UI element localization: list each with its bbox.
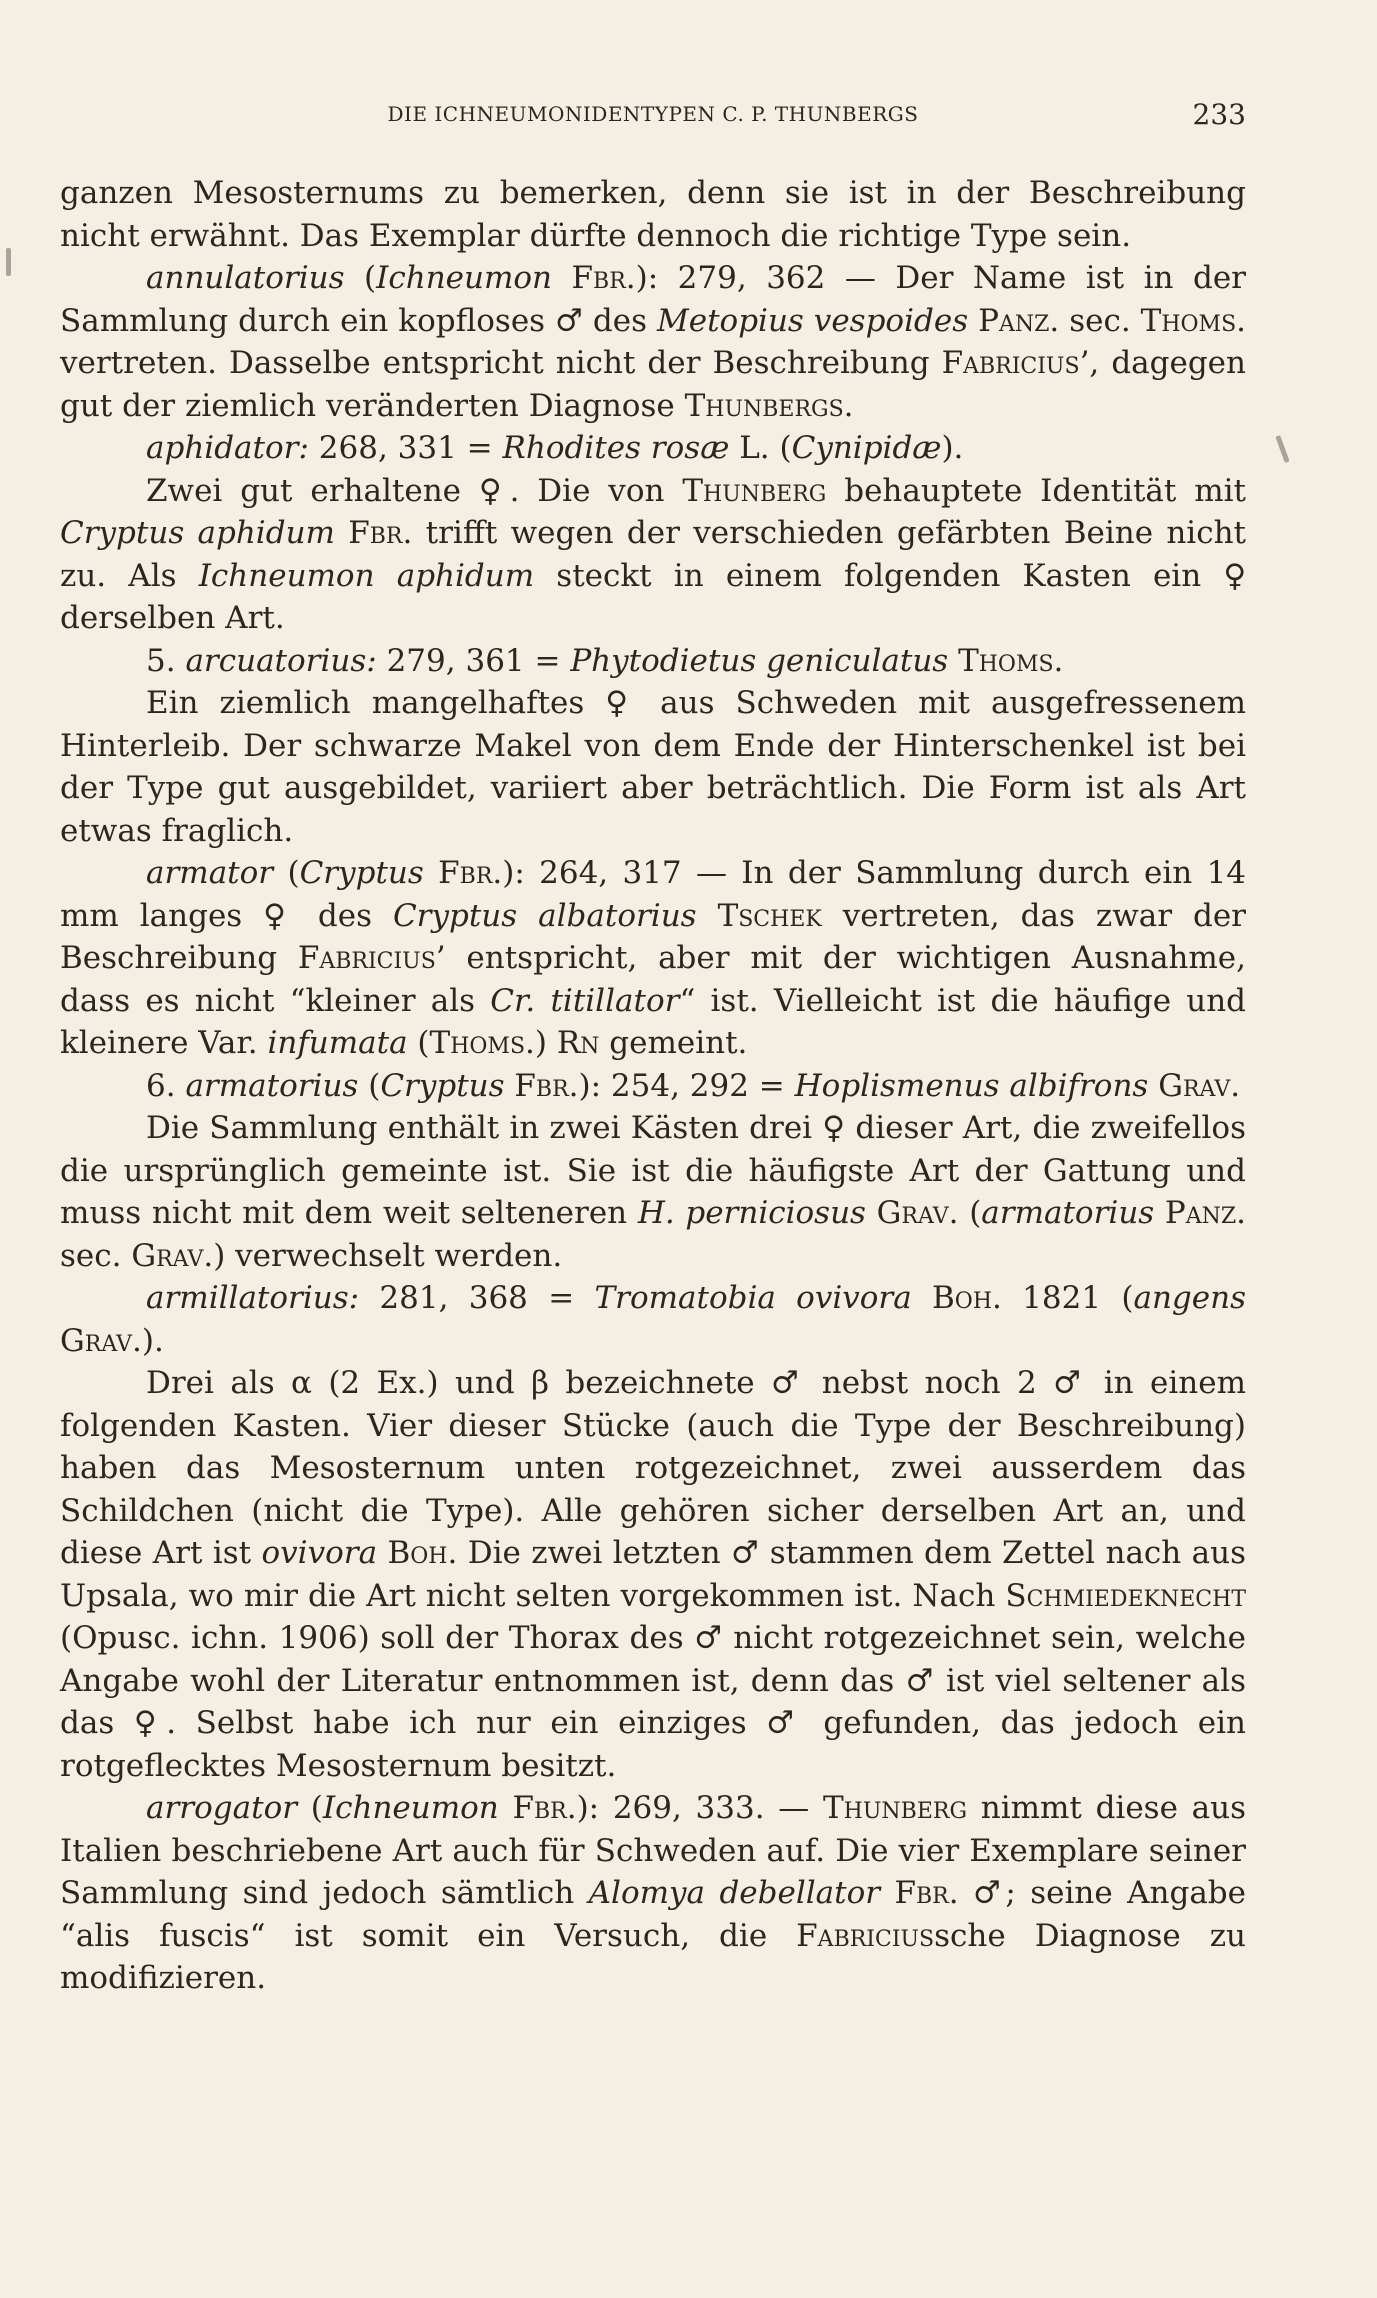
paragraph (60, 852, 1246, 1065)
italic-term: Cr. titillator (490, 982, 680, 1019)
text-run: 5. (146, 642, 186, 679)
text-run: (Opusc. ichn. 1906) soll der Thorax des ♂ nicht rotgezeichnet sein, welche Angabe wohl der Literatur entnommen ist, denn das ♂ ist viel seltener als das ♀. Selbst habe ich nur ein einziges ♂ gefunden, das jedoch ein rotgeflecktes Mesosternum besitzt. (60, 1620, 1246, 1784)
italic-term: annulatorius (146, 260, 345, 296)
author-name: Fbr. (512, 1790, 577, 1826)
text-run (880, 1875, 894, 1911)
author-name: Fbr. (894, 1875, 959, 1911)
text-run: ( (297, 1790, 323, 1826)
text-run: L. ( (729, 430, 792, 466)
author-name: Panz. (1164, 1195, 1247, 1231)
text-run (424, 855, 438, 891)
text-run: 281, 368 = (359, 1280, 595, 1316)
text-run: ’, dagegen gut der ziemlich veränderten Diagnose (60, 345, 1246, 424)
italic-term: Hoplismenus albifrons (794, 1067, 1149, 1104)
author-name: Fbr. (571, 260, 636, 296)
body-text (60, 172, 1246, 2000)
italic-term: armillatorius: (146, 1280, 360, 1316)
text-run: ganzen Mesosternums zu bemerken, denn sie ist in der Beschreibung nicht erwähnt. Das Exemplar dürfte dennoch die richtige Type sein. (60, 175, 1246, 254)
text-run: ): 254, 292 = (578, 1067, 795, 1104)
running-title: DIE ICHNEUMONIDENTYPEN C. P. THUNBERGS (387, 102, 919, 126)
paragraph (60, 257, 1246, 427)
italic-term: Ichneumon aphidum (198, 557, 535, 594)
italic-term: Cryptus albatorius (392, 897, 697, 934)
text-run: 279, 361 = (376, 642, 571, 679)
italic-term: infumata (267, 1025, 408, 1061)
text-run: vertreten, das zwar der Beschreibung (60, 897, 1246, 976)
italic-term: aphidator: (146, 430, 309, 466)
text-run: sec. (60, 1237, 132, 1274)
italic-term: Rhodites rosæ (502, 430, 730, 466)
text-run: sec. (1059, 302, 1141, 339)
text-run: behauptete Identität mit (826, 472, 1246, 509)
italic-term: angens (1133, 1280, 1246, 1316)
text-run: Drei als α (2 Ex.) und β bezeichnete ♂ nebst noch 2 ♂ in einem folgenden Kasten. Vier dieser Stücke (auch die Type der Beschreibung) haben das Mesosternum unten rotgezeichnet, zwei ausserdem das Schildchen (nicht die Type). Alle gehören sicher derselben Art an, und diese Art ist (60, 1365, 1246, 1571)
author-name: Rn (556, 1025, 600, 1061)
author-name: Tschek (717, 897, 822, 934)
author-name: Fabricius (796, 1917, 935, 1954)
text-run: ( (958, 1195, 982, 1231)
text-run: ( (344, 260, 377, 296)
italic-term: arcuatorius: (185, 642, 377, 679)
text-run: ( (407, 1025, 430, 1061)
text-run (505, 1068, 515, 1104)
author-name: Schmiedeknecht (1005, 1577, 1246, 1614)
italic-term: arrogator (146, 1790, 298, 1826)
italic-term: Tromatobia ovivora (594, 1280, 912, 1316)
italic-term: Cryptus (299, 855, 424, 891)
author-name: Thoms. (429, 1025, 535, 1061)
italic-term: Cryptus aphidum (60, 515, 335, 551)
margin-mark (6, 248, 11, 276)
text-run: ). (141, 1322, 164, 1359)
paragraph (60, 1277, 1246, 1362)
author-name: Grav. (1158, 1067, 1241, 1104)
text-run (948, 643, 958, 679)
author-name: Thoms. (958, 642, 1064, 679)
italic-term: Ichneumon (376, 260, 552, 296)
text-run: ): 279, 362 — Der Name ist in der Sammlung durch ein kopfloses ♂ des (60, 260, 1246, 339)
italic-term: armatorius (185, 1067, 359, 1104)
italic-term: Metopius vespoides (657, 302, 969, 339)
text-run (499, 1790, 513, 1826)
text-run: 6. (146, 1067, 186, 1104)
text-run (552, 260, 572, 296)
paragraph (60, 427, 1246, 470)
italic-term: H. perniciosus (637, 1195, 866, 1231)
paragraph (60, 1787, 1246, 2000)
text-run: sche Diagnose zu modifizieren. (60, 1917, 1246, 1996)
author-name: Boh. (387, 1535, 458, 1571)
text-run: steckt in einem folgenden Kasten ein ♀ derselben Art. (60, 557, 1246, 636)
text-run: Zwei gut erhaltene ♀. Die von (146, 472, 683, 509)
text-run (335, 515, 348, 551)
page-number: 233 (1192, 98, 1246, 131)
text-run: ’ entspricht, aber mit der wichtigen Ausnahme, dass es nicht “kleiner als (60, 940, 1246, 1019)
text-run (377, 1535, 387, 1571)
author-name: Boh. (932, 1280, 1002, 1316)
text-run: ) (534, 1025, 557, 1061)
text-run: vertreten. Dasselbe entspricht nicht der Beschreibung (60, 345, 942, 381)
author-name: Fbr. (348, 515, 413, 551)
author-name: Thunberg (682, 472, 827, 509)
text-run: “ ist. Vielleicht ist die häufige und kleinere Var. (60, 982, 1246, 1061)
author-name: Thoms. (1140, 302, 1247, 339)
text-run (1148, 1068, 1158, 1104)
text-run (912, 1280, 932, 1316)
author-name: Thunberg (823, 1790, 968, 1826)
text-run: ) verwechselt werden. (213, 1237, 563, 1274)
text-run: ♂; seine Angabe “alis fuscis“ ist somit ein Versuch, die (60, 1875, 1246, 1954)
author-name: Grav. (876, 1195, 959, 1231)
italic-term: Cryptus (380, 1067, 505, 1104)
text-run: ): 269, 333. — (576, 1790, 823, 1826)
text-run: ): 264, 317 — In der Sammlung durch ein 14 mm langes ♀ des (60, 855, 1247, 934)
author-name: Panz. (978, 302, 1060, 339)
text-run: ). (941, 430, 964, 466)
text-run: ( (358, 1067, 381, 1104)
text-run: . (843, 387, 854, 424)
text-run: Die zwei letzten ♂ stammen dem Zettel nach aus Upsala, wo mir die Art nicht selten vorgekommen ist. Nach (60, 1535, 1247, 1614)
italic-term: ovivora (261, 1535, 378, 1571)
author-name: Fabricius (297, 940, 436, 976)
text-run: 268, 331 = (308, 430, 503, 466)
text-run: 1821 ( (1001, 1280, 1134, 1316)
italic-term: armator (146, 855, 274, 891)
text-run: trifft wegen der verschieden gefärbten Beine nicht zu. Als (60, 515, 1246, 594)
text-run: Die Sammlung enthält in zwei Kästen drei ♀ dieser Art, die zweifellos die ursprünglich gemeinte ist. Sie ist die häufigste Art der Gattung und muss nicht mit dem weit selteneren (60, 1110, 1246, 1231)
paragraph (60, 172, 1246, 257)
author-name: Thunbergs (684, 387, 844, 424)
paragraph (60, 640, 1246, 683)
italic-term: Cynipidæ (791, 430, 942, 466)
paragraph (60, 1107, 1246, 1277)
text-run: gemeint. (599, 1025, 748, 1061)
page-header (60, 98, 1246, 138)
paragraph (60, 682, 1246, 852)
italic-term: Alomya debellator (588, 1875, 881, 1911)
text-run: Ein ziemlich mangelhaftes ♀ aus Schweden mit ausgefressenem Hinterleib. Der schwarze Makel von dem Ende der Hinterschenkel ist bei der Type gut ausgebildet, variiert aber beträchtlich. Die Form ist als Art etwas fraglich. (60, 685, 1246, 849)
author-name: Grav. (60, 1322, 142, 1359)
author-name: Fabricius (941, 345, 1080, 381)
author-name: Fbr. (514, 1067, 579, 1104)
author-name: Grav. (131, 1237, 214, 1274)
text-run: nimmt diese aus Italien beschriebene Art auch für Schweden auf. Die vier Exemplare seiner Sammlung sind jedoch sämtlich (60, 1790, 1246, 1911)
paragraph (60, 470, 1246, 640)
italic-term: armatorius (981, 1195, 1155, 1231)
text-run (697, 898, 718, 934)
paragraph (60, 1065, 1246, 1108)
text-run (866, 1195, 877, 1231)
text-run (1154, 1195, 1165, 1231)
text-run (968, 303, 978, 339)
author-name: Fbr. (438, 855, 503, 891)
paragraph (60, 1362, 1246, 1787)
text-run: ( (273, 855, 300, 891)
italic-term: Ichneumon (322, 1790, 499, 1826)
margin-mark (1275, 435, 1289, 463)
italic-term: Phytodietus geniculatus (570, 642, 949, 679)
